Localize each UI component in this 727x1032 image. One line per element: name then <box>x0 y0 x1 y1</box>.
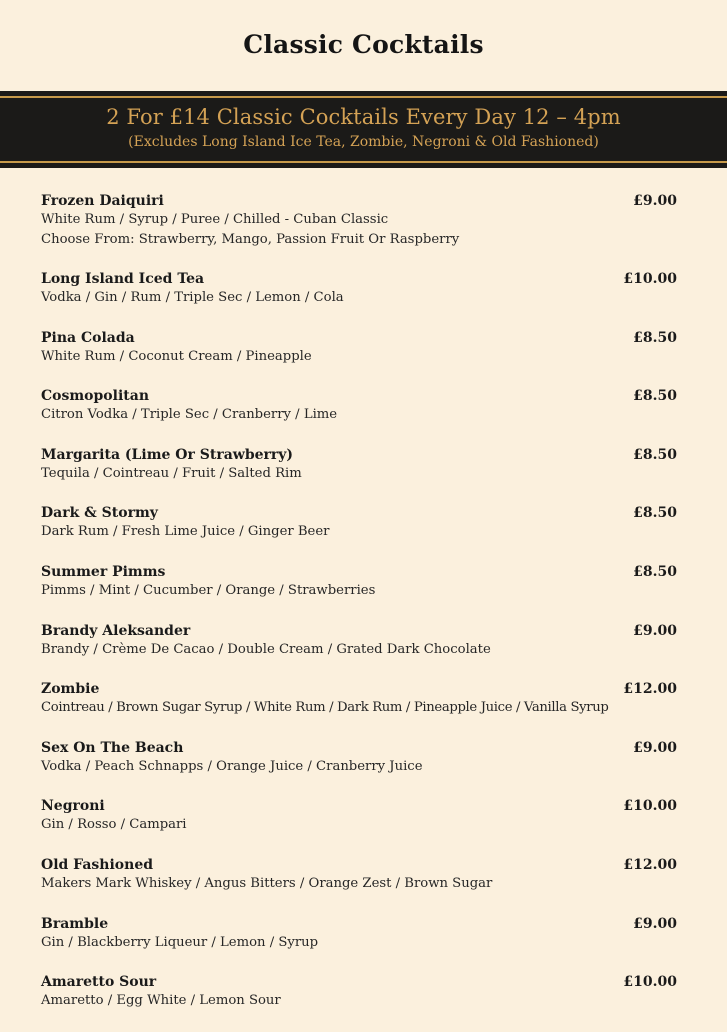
item-name: Bramble <box>41 915 109 932</box>
item-ingredients: Vodka / Peach Schnapps / Orange Juice / Cranberry Juice <box>41 758 423 774</box>
item-price: £10.00 <box>623 798 677 815</box>
menu-item <box>41 856 677 915</box>
item-name: Negroni <box>41 798 105 815</box>
banner-exclusions: (Excludes Long Island Ice Tea, Zombie, Negroni & Old Fashioned) <box>128 134 599 150</box>
item-price: £9.00 <box>633 193 677 209</box>
menu-item <box>41 680 677 739</box>
item-price: £8.50 <box>633 563 677 580</box>
menu-item <box>41 915 677 974</box>
item-name: Sex On The Beach <box>41 739 184 756</box>
menu-item <box>41 797 677 856</box>
item-name: Brandy Aleksander <box>41 622 191 639</box>
promo-banner <box>0 91 727 168</box>
menu-item <box>41 387 677 446</box>
item-price: £9.00 <box>633 739 677 756</box>
item-ingredients: Tequila / Cointreau / Fruit / Salted Rim <box>41 465 302 481</box>
item-ingredients: Citron Vodka / Triple Sec / Cranberry / Lime <box>41 407 338 423</box>
menu-item <box>41 446 677 505</box>
item-price: £12.00 <box>623 856 677 873</box>
item-ingredients: Gin / Blackberry Liqueur / Lemon / Syrup <box>41 934 319 950</box>
banner-top-rule <box>0 96 727 98</box>
item-name: Zombie <box>41 681 100 698</box>
item-price: £8.50 <box>633 329 677 346</box>
menu-item <box>41 563 677 622</box>
banner-headline: 2 For £14 Classic Cocktails Every Day 12 – 4pm <box>106 105 621 129</box>
item-ingredients: White Rum / Syrup / Puree / Chilled - Cuban Classic <box>41 212 389 227</box>
item-ingredients: Amaretto / Egg White / Lemon Sour <box>41 993 281 1009</box>
item-name: Old Fashioned <box>41 856 154 873</box>
menu-item <box>41 192 677 270</box>
menu-item <box>41 270 677 329</box>
menu-item <box>41 622 677 681</box>
item-price: £8.50 <box>633 446 677 463</box>
page-title: Classic Cocktails <box>243 30 484 59</box>
item-name: Cosmopolitan <box>41 388 149 405</box>
item-price: £10.00 <box>623 974 677 991</box>
menu-item <box>41 973 677 1032</box>
item-name: Pina Colada <box>41 329 135 346</box>
item-price: £8.50 <box>633 505 677 522</box>
item-name: Summer Pimms <box>41 563 166 580</box>
item-price: £12.00 <box>623 681 677 698</box>
item-ingredients: Gin / Rosso / Campari <box>41 817 187 833</box>
item-ingredients: Dark Rum / Fresh Lime Juice / Ginger Beer <box>41 524 330 540</box>
item-price: £9.00 <box>633 622 677 639</box>
item-name: Margarita (Lime Or Strawberry) <box>41 446 294 463</box>
item-ingredients: Vodka / Gin / Rum / Triple Sec / Lemon / Cola <box>41 290 344 305</box>
item-ingredients: Brandy / Crème De Cacao / Double Cream / Grated Dark Chocolate <box>41 641 491 657</box>
item-price: £8.50 <box>633 388 677 405</box>
menu-item <box>41 504 677 563</box>
menu-item <box>41 329 677 388</box>
item-ingredients: Makers Mark Whiskey / Angus Bitters / Orange Zest / Brown Sugar <box>41 875 493 891</box>
menu-item <box>41 739 677 798</box>
item-ingredients: Cointreau / Brown Sugar Syrup / White Rum / Dark Rum / Pineapple Juice / Vanilla Syrup <box>41 700 609 716</box>
cocktail-list <box>41 192 677 1032</box>
item-name: Frozen Daiquiri <box>41 193 164 209</box>
item-name: Amaretto Sour <box>41 974 157 991</box>
item-ingredients: White Rum / Coconut Cream / Pineapple <box>41 348 312 364</box>
item-price: £9.00 <box>633 915 677 932</box>
item-ingredients: Pimms / Mint / Cucumber / Orange / Strawberries <box>41 582 376 598</box>
banner-bottom-rule <box>0 161 727 163</box>
item-name: Dark & Stormy <box>41 505 158 522</box>
item-price: £10.00 <box>623 271 677 287</box>
item-name: Long Island Iced Tea <box>41 271 205 287</box>
item-options: Choose From: Strawberry, Mango, Passion Fruit Or Raspberry <box>41 232 460 247</box>
